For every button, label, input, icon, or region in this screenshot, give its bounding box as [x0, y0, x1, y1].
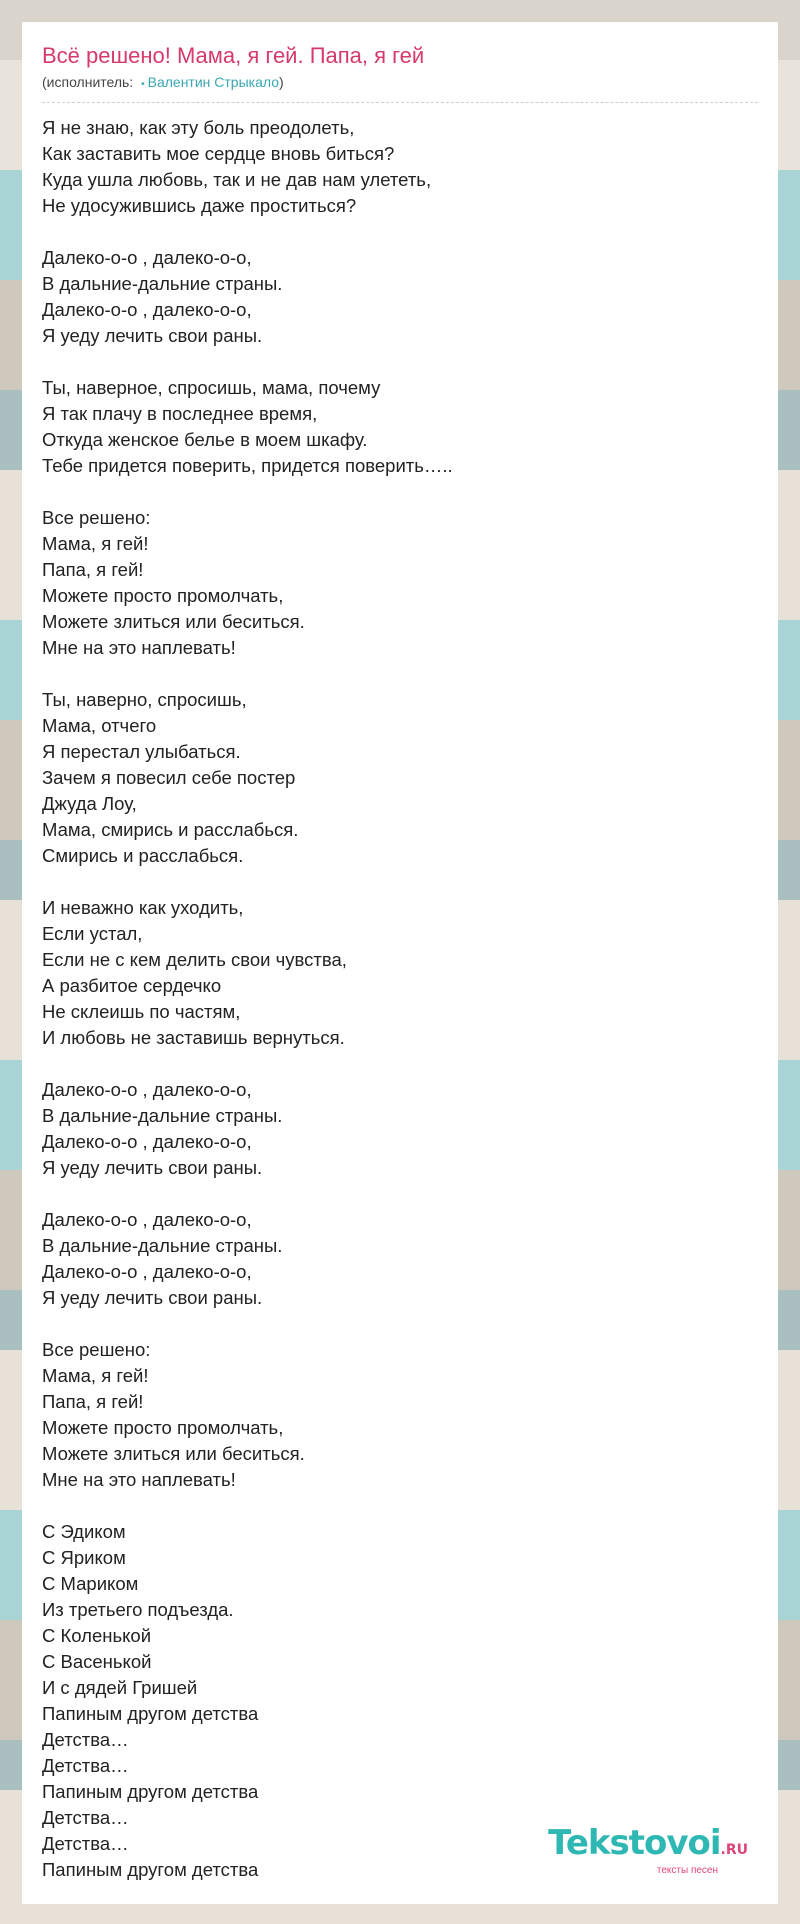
lyrics-line: Тебе придется поверить, придется поверить…..	[42, 455, 453, 476]
lyrics-line: Папиным другом детства	[42, 1859, 259, 1880]
lyrics-line: С Эдиком	[42, 1521, 126, 1542]
lyrics-stanza	[42, 375, 758, 479]
lyrics-line: Далеко-о-о , далеко-о-о,	[42, 299, 252, 320]
lyrics-line: Мама, я гей!	[42, 533, 149, 554]
lyrics-line: Я уеду лечить свои раны.	[42, 325, 263, 346]
performer-prefix: (исполнитель:	[42, 74, 138, 90]
lyrics-line: Не удосужившись даже проститься?	[42, 195, 357, 216]
lyrics-line: С Яриком	[42, 1547, 126, 1568]
performer-line	[42, 73, 758, 94]
lyrics-line: Я перестал улыбаться.	[42, 741, 241, 762]
lyrics-line: Если не с кем делить свои чувства,	[42, 949, 347, 970]
lyrics-line: Папа, я гей!	[42, 1391, 144, 1412]
lyrics-line: Я не знаю, как эту боль преодолеть,	[42, 117, 355, 138]
lyrics-line: С Коленькой	[42, 1625, 152, 1646]
lyrics-line: Если устал,	[42, 923, 143, 944]
lyrics-line: Куда ушла любовь, так и не дав нам улететь,	[42, 169, 432, 190]
lyrics-stanza	[42, 115, 758, 219]
lyrics-line: Детства…	[42, 1729, 129, 1750]
lyrics-line: Можете злиться или беситься.	[42, 1443, 305, 1464]
lyrics-line: Детства…	[42, 1807, 129, 1828]
lyrics-body	[42, 115, 758, 1883]
logo-tagline: тексты песен	[656, 1865, 718, 1876]
logo-tld: .RU	[720, 1842, 748, 1858]
logo-name: Tekstovoi	[548, 1823, 721, 1863]
site-logo[interactable]	[548, 1823, 748, 1876]
lyrics-line: В дальние-дальние страны.	[42, 1235, 283, 1256]
performer-suffix: )	[278, 74, 284, 90]
lyrics-line: Зачем я повесил себе постер	[42, 767, 296, 788]
lyrics-line: Папиным другом детства	[42, 1703, 259, 1724]
lyrics-line: Мне на это наплевать!	[42, 1469, 236, 1490]
lyrics-line: Ты, наверное, спросишь, мама, почему	[42, 377, 381, 398]
lyrics-line: Мама, смирись и расслабься.	[42, 819, 299, 840]
lyrics-line: Папа, я гей!	[42, 559, 144, 580]
lyrics-line: Из третьего подъезда.	[42, 1599, 234, 1620]
lyrics-line: Далеко-о-о , далеко-о-о,	[42, 1079, 252, 1100]
lyrics-line: И любовь не заставишь вернуться.	[42, 1027, 345, 1048]
lyrics-card	[22, 22, 778, 1904]
lyrics-stanza	[42, 245, 758, 349]
lyrics-line: Все решено:	[42, 507, 151, 528]
lyrics-line: Далеко-о-о , далеко-о-о,	[42, 1209, 252, 1230]
lyrics-line: Я уеду лечить свои раны.	[42, 1287, 263, 1308]
lyrics-line: Далеко-о-о , далеко-о-о,	[42, 1131, 252, 1152]
lyrics-line: Можете просто промолчать,	[42, 585, 284, 606]
lyrics-stanza	[42, 687, 758, 869]
performer-link[interactable]: Валентин Стрыкало	[147, 74, 279, 90]
lyrics-line: Я уеду лечить свои раны.	[42, 1157, 263, 1178]
lyrics-line: В дальние-дальние страны.	[42, 1105, 283, 1126]
lyrics-line: Папиным другом детства	[42, 1781, 259, 1802]
lyrics-line: И с дядей Гришей	[42, 1677, 198, 1698]
lyrics-line: Не склеишь по частям,	[42, 1001, 241, 1022]
lyrics-line: Как заставить мое сердце вновь биться?	[42, 143, 395, 164]
lyrics-line: Мама, я гей!	[42, 1365, 149, 1386]
lyrics-line: Джуда Лоу,	[42, 793, 137, 814]
lyrics-line: Ты, наверно, спросишь,	[42, 689, 247, 710]
lyrics-line: Детства…	[42, 1833, 129, 1854]
lyrics-line: А разбитое сердечко	[42, 975, 222, 996]
title-divider	[42, 102, 758, 103]
lyrics-line: Далеко-о-о , далеко-о-о,	[42, 247, 252, 268]
lyrics-line: С Мариком	[42, 1573, 139, 1594]
lyrics-line: И неважно как уходить,	[42, 897, 244, 918]
logo-wordmark	[548, 1823, 748, 1867]
lyrics-line: В дальние-дальние страны.	[42, 273, 283, 294]
lyrics-stanza	[42, 1207, 758, 1311]
lyrics-line: Можете злиться или беситься.	[42, 611, 305, 632]
lyrics-stanza	[42, 1337, 758, 1493]
lyrics-stanza	[42, 505, 758, 661]
lyrics-line: Можете просто промолчать,	[42, 1417, 284, 1438]
lyrics-stanza	[42, 895, 758, 1051]
lyrics-stanza	[42, 1077, 758, 1181]
page-title: Всё решено! Мама, я гей. Папа, я гей	[42, 43, 425, 68]
lyrics-line: Я так плачу в последнее время,	[42, 403, 318, 424]
bullet-icon: •	[141, 79, 145, 90]
lyrics-line: Мама, отчего	[42, 715, 157, 736]
lyrics-line: С Васенькой	[42, 1651, 152, 1672]
lyrics-line: Детства…	[42, 1755, 129, 1776]
lyrics-line: Все решено:	[42, 1339, 151, 1360]
lyrics-line: Откуда женское белье в моем шкафу.	[42, 429, 368, 450]
lyrics-line: Мне на это наплевать!	[42, 637, 236, 658]
lyrics-line: Далеко-о-о , далеко-о-о,	[42, 1261, 252, 1282]
lyrics-line: Смирись и расслабься.	[42, 845, 244, 866]
